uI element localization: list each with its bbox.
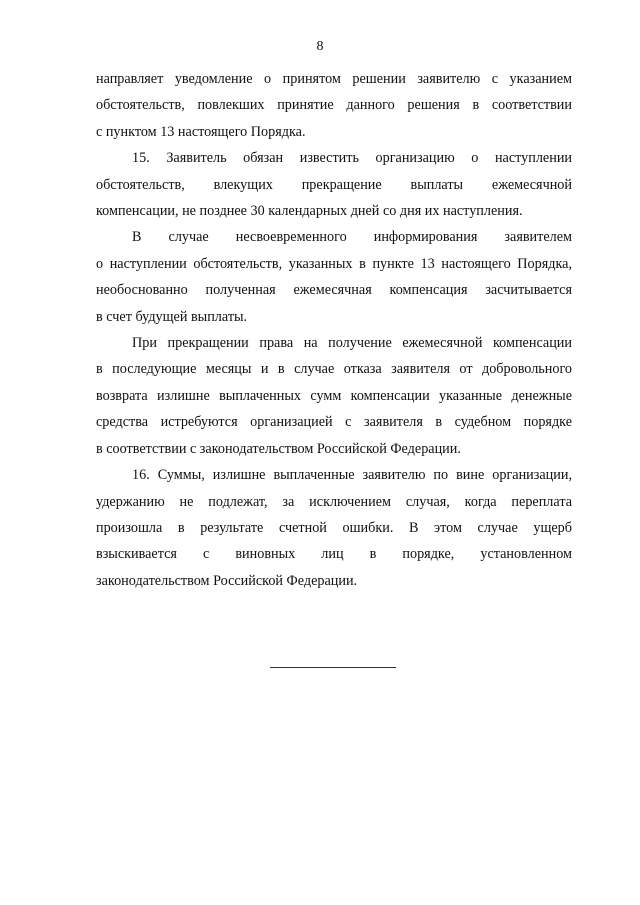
paragraph-continuation [96, 66, 572, 145]
paragraph-termination [96, 330, 572, 462]
text-line: в последующие месяцы и в случае отказа заявителя от добровольного [96, 361, 572, 378]
text-line: направляет уведомление о принятом решении заявителю с указанием [96, 71, 572, 87]
text-line: 15. Заявитель обязан известить организацию о наступлении [132, 150, 572, 167]
page-number: 8 [316, 39, 324, 54]
text-line: необоснованно полученная ежемесячная компенсация засчитывается [96, 282, 572, 299]
text-line: с пунктом 13 настоящего Порядка. [96, 123, 306, 140]
text-line: о наступлении обстоятельств, указанных в пункте 13 настоящего Порядка, [96, 255, 572, 272]
text-line: в счет будущей выплаты. [96, 308, 248, 325]
text-line: При прекращении права на получение ежемесячной компенсации [132, 335, 572, 352]
text-line: произошла в результате счетной ошибки. В этом случае ущерб [96, 519, 572, 536]
text-line: взыскивается с виновных лиц в порядке, установленном [96, 546, 572, 563]
text-line: обстоятельств, повлекших принятие данного решения в соответствии [96, 97, 572, 114]
paragraph-item-15 [96, 145, 572, 224]
text-line: законодательством Российской Федерации. [96, 572, 358, 589]
text-line: 16. Суммы, излишне выплаченные заявителю по вине организации, [132, 467, 572, 484]
text-line: обстоятельств, влекущих прекращение выплаты ежемесячной [96, 176, 572, 193]
paragraph-item-16 [96, 462, 572, 594]
text-line: в соответствии с законодательством Российской Федерации. [96, 440, 461, 457]
text-line: В случае несвоевременного информирования заявителем [132, 229, 572, 246]
text-line: удержанию не подлежат, за исключением случая, когда переплата [96, 493, 572, 510]
document-body [96, 66, 572, 594]
paragraph-late-notification [96, 224, 572, 330]
text-line: возврата излишне выплаченных сумм компенсации указанные денежные [96, 387, 572, 404]
text-line: компенсации, не позднее 30 календарных дней со дня их наступления. [96, 203, 523, 220]
end-separator-line [270, 667, 396, 668]
text-line: средства истребуются организацией с заявителя в судебном порядке [96, 414, 572, 431]
